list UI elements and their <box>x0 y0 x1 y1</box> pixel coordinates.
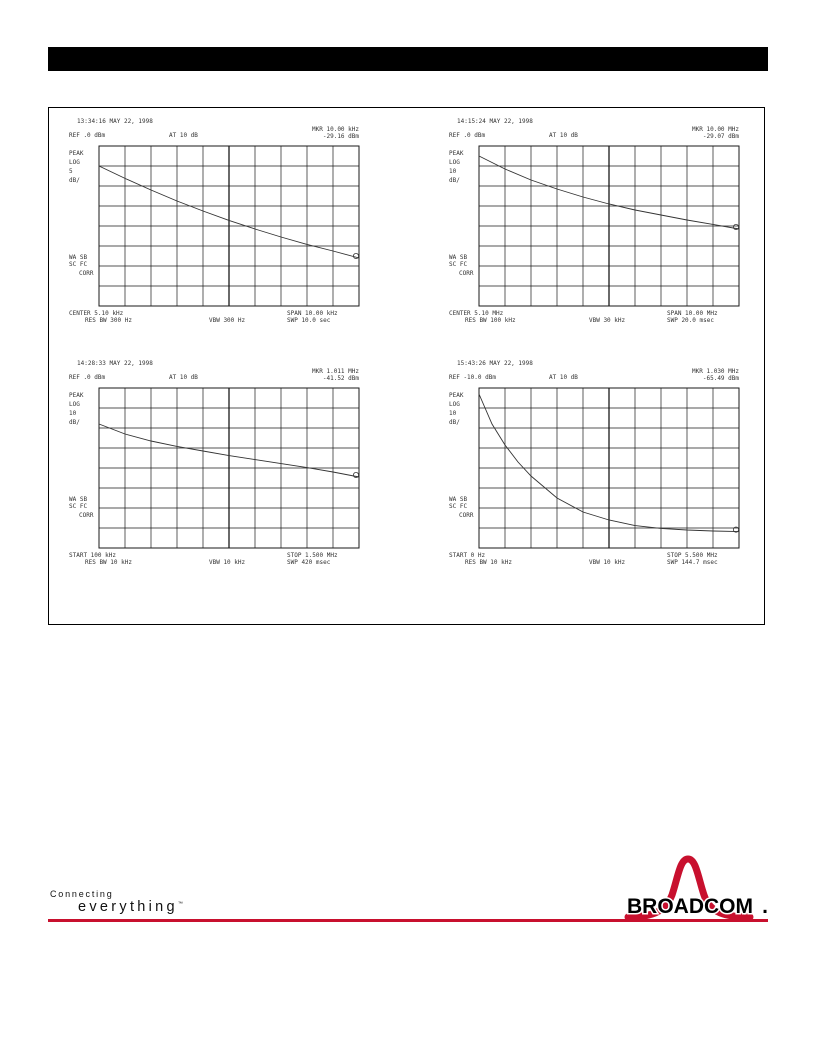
plot-bottom-right: SPAN 10.00 MHz <box>667 310 718 317</box>
logo-wordmark: BROADCOM <box>627 895 753 918</box>
plot-bottom-right-2: SWP 144.7 msec <box>667 559 718 566</box>
plot-scale-label: PEAK <box>69 392 84 399</box>
plot-graticule <box>449 118 769 338</box>
plot-attenuation: AT 10 dB <box>169 132 198 139</box>
plot-ref-level: REF .0 dBm <box>449 132 486 139</box>
plot-marker-level: -65.49 dBm <box>702 375 739 382</box>
plot-bottom-left: START 100 kHz <box>69 552 116 559</box>
plot-ref-level: REF .0 dBm <box>69 132 106 139</box>
plot-marker-level: -29.16 dBm <box>322 133 359 140</box>
plot-scale-label: dB/ <box>69 177 80 184</box>
tagline-connecting: Connecting <box>50 889 114 899</box>
plot-bottom-right-2: SWP 420 msec <box>287 559 331 566</box>
plot-bottom-left-2: RES BW 100 kHz <box>465 317 516 324</box>
plot-marker-frequency: MKR 1.011 MHz <box>312 368 359 375</box>
plot-marker-level: -29.07 dBm <box>702 133 739 140</box>
plot-scale-label: dB/ <box>449 419 460 426</box>
plot-corr-label: CORR <box>459 270 474 277</box>
plot-marker-level: -41.52 dBm <box>322 375 359 382</box>
plot-scale-label: dB/ <box>69 419 80 426</box>
plot-scale-label: PEAK <box>449 150 464 157</box>
plot-1 <box>69 118 389 338</box>
plot-scale-label: PEAK <box>69 150 84 157</box>
plot-corr-label: CORR <box>459 512 474 519</box>
plot-wa-label: WA SB <box>69 496 88 503</box>
plot-marker-frequency: MKR 10.00 MHz <box>692 126 739 133</box>
marker-icon <box>353 253 358 258</box>
plot-bottom-mid: VBW 10 kHz <box>589 559 626 566</box>
tagline-everything <box>78 899 183 915</box>
plot-ref-level: REF -10.0 dBm <box>449 374 496 381</box>
plot-wa-label: WA SB <box>69 254 88 261</box>
plot-bottom-mid: VBW 30 kHz <box>589 317 626 324</box>
plot-3 <box>69 360 389 580</box>
plot-wa-label: WA SB <box>449 254 468 261</box>
plot-ref-level: REF .0 dBm <box>69 374 106 381</box>
plot-marker-frequency: MKR 1.030 MHz <box>692 368 739 375</box>
plot-bottom-left: CENTER 5.10 MHz <box>449 310 504 317</box>
tagline-everything-text: everything <box>78 899 178 915</box>
plot-graticule <box>69 360 389 580</box>
plot-attenuation: AT 10 dB <box>169 374 198 381</box>
plot-scale-label: 10 <box>449 410 457 417</box>
plot-2 <box>449 118 769 338</box>
plot-graticule <box>449 360 769 580</box>
plot-marker-frequency: MKR 10.00 kHz <box>312 126 359 133</box>
plot-timestamp: 14:28:33 MAY 22, 1998 <box>77 360 153 367</box>
plot-scale-label: PEAK <box>449 392 464 399</box>
plot-attenuation: AT 10 dB <box>549 374 578 381</box>
plot-timestamp: 15:43:26 MAY 22, 1998 <box>457 360 533 367</box>
plot-wa-label: SC FC <box>69 261 88 268</box>
plot-scale-label: dB/ <box>449 177 460 184</box>
plot-bottom-mid: VBW 300 Hz <box>209 317 246 324</box>
plot-wa-label: SC FC <box>449 503 468 510</box>
plot-bottom-left-2: RES BW 10 kHz <box>465 559 512 566</box>
plot-bottom-right-2: SWP 10.0 sec <box>287 317 331 324</box>
trademark-mark: ™ <box>177 901 183 908</box>
plot-bottom-left: CENTER 5.10 kHz <box>69 310 124 317</box>
plot-scale-label: 10 <box>449 168 457 175</box>
plot-corr-label: CORR <box>79 512 94 519</box>
logo-dot: . <box>762 895 768 918</box>
plot-wa-label: SC FC <box>69 503 88 510</box>
header-bar <box>48 47 768 71</box>
plot-graticule <box>69 118 389 338</box>
plot-4 <box>449 360 769 580</box>
plot-bottom-mid: VBW 10 kHz <box>209 559 246 566</box>
plot-timestamp: 13:34:16 MAY 22, 1998 <box>77 118 153 125</box>
plot-bottom-left: START 0 Hz <box>449 552 486 559</box>
plot-wa-label: WA SB <box>449 496 468 503</box>
plot-attenuation: AT 10 dB <box>549 132 578 139</box>
plot-scale-label: LOG <box>69 159 80 166</box>
plot-bottom-right: STOP 1.500 MHz <box>287 552 338 559</box>
plot-timestamp: 14:15:24 MAY 22, 1998 <box>457 118 533 125</box>
plot-scale-label: 10 <box>69 410 77 417</box>
figure-frame <box>48 107 765 625</box>
plot-wa-label: SC FC <box>449 261 468 268</box>
plot-corr-label: CORR <box>79 270 94 277</box>
plot-scale-label: LOG <box>69 401 80 408</box>
plot-bottom-left-2: RES BW 300 Hz <box>85 317 132 324</box>
plot-scale-label: LOG <box>449 401 460 408</box>
broadcom-logo <box>610 855 770 925</box>
plot-scale-label: 5 <box>69 168 73 175</box>
plot-bottom-right-2: SWP 20.0 msec <box>667 317 714 324</box>
plot-bottom-left-2: RES BW 10 kHz <box>85 559 132 566</box>
plot-bottom-right: STOP 5.500 MHz <box>667 552 718 559</box>
plot-scale-label: LOG <box>449 159 460 166</box>
plot-bottom-right: SPAN 10.00 kHz <box>287 310 338 317</box>
